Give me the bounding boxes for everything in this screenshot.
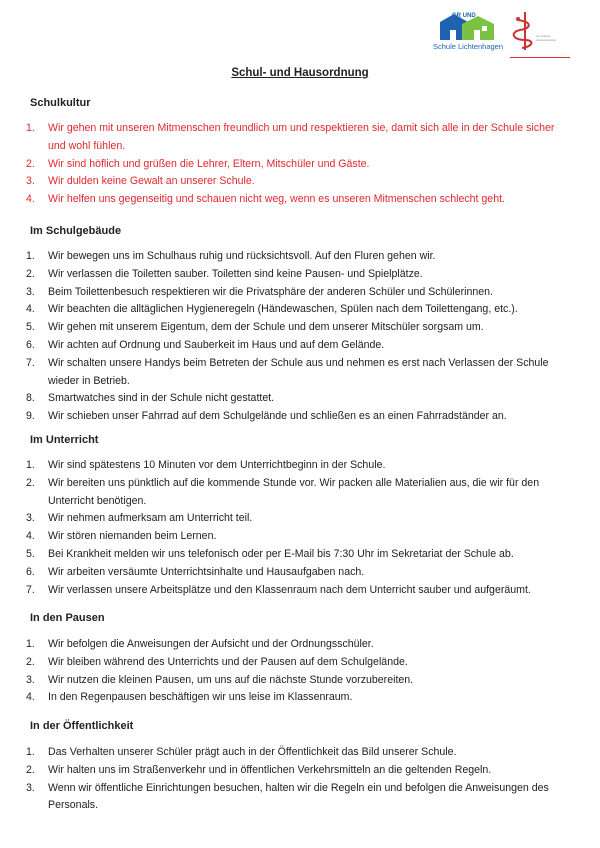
list-item: 2. Wir halten uns im Straßenverkehr und in öffentlichen Verkehrsmitteln an die geltenden Regeln. [26,763,492,776]
document-title: Schul- und Hausordnung [231,67,369,79]
section-heading-schulgebaeude: Im Schulgebäude [30,225,122,237]
list-item: 4. Wir stören niemanden beim Lernen. [26,530,217,543]
list-item: 2. Wir verlassen die Toiletten sauber. Toiletten sind keine Pausen- und Spielplätze. [26,267,423,280]
school-logo [432,10,504,56]
list-item: 8. Smartwatches sind in der Schule nicht gestattet. [26,392,275,405]
list-schulkultur [26,120,571,209]
list-item: 6. Wir achten auf Ordnung und Sauberkeit im Haus und auf dem Gelände. [26,338,385,351]
list-schulgebaeude [26,248,571,426]
list-item: 7. Wir schalten unsere Handys beim Betreten der Schule aus und nehmen es erst nach Verlassen der Schule wieder in Betrieb. [26,356,549,387]
list-item: 1. Wir befolgen die Anweisungen der Aufsicht und der Ordnungsschüler. [26,638,374,650]
list-item: 4. Wir beachten die alltäglichen Hygieneregeln (Händewaschen, Spülen nach dem Toilettengang, etc.). [26,303,518,316]
list-item: 3. Wir nutzen die kleinen Pausen, um uns auf die nächste Stunde vorzubereiten. [26,673,414,686]
list-pausen [26,636,571,707]
list-item: 5. Bei Krankheit melden wir uns telefonisch oder per E-Mail bis 7:30 Uhr im Sekretariat der Schule ab. [26,547,514,560]
list-item: 2. Wir bereiten uns pünktlich auf die kommende Stunde vor. Wir packen alle Materialien aus, die wir für den Unterricht benötigen. [26,476,540,507]
list-item: 3. Wir dulden keine Gewalt an unserer Schule. [26,175,255,188]
logo-divider [510,57,570,58]
school-logo-label: Schule Lichtenhagen [432,42,504,51]
list-item: 1. Wir gehen mit unseren Mitmenschen freundlich um und respektieren sie, damit sich alle in der Schule sicher und wohl fühlen. [26,122,555,152]
list-item: 5. Wir gehen mit unserem Eigentum, dem der Schule und dem unserer Mitschüler sorgsam um. [26,321,484,334]
list-item: 7. Wir verlassen unsere Arbeitsplätze und den Klassenraum nach dem Unterricht sauber und aufgeräumt. [26,583,531,596]
list-unterricht [26,457,571,599]
list-item: 9. Wir schieben unser Fahrrad auf dem Schulgelände und schließen es an einen Fahrradständer an. [26,410,507,423]
section-heading-oeffentlichkeit: In der Öffentlichkeit [30,720,134,732]
list-item: 3. Wir nehmen aufmerksam am Unterricht teil. [26,512,253,525]
list-item: 3. Beim Toilettenbesuch respektieren wir die Privatsphäre der anderen Schüler und Schülerinnen. [26,285,493,298]
staff-snake-icon [510,10,540,52]
list-item: 2. Wir sind höflich und grüßen die Lehrer, Eltern, Mitschüler und Gäste. [26,157,370,170]
list-oeffentlichkeit [26,744,571,815]
school-logo-tag: GR UND [452,13,476,19]
list-item: 4. In den Regenpausen beschäftigen wir uns leise im Klassenraum. [26,691,353,704]
list-item: 3. Wenn wir öffentliche Einrichtungen besuchen, halten wir die Regeln ein und befolgen die Anweisungen des Personals. [26,781,549,812]
list-item: 1. Wir sind spätestens 10 Minuten vor dem Unterrichtbeginn in der Schule. [26,459,386,471]
section-heading-unterricht: Im Unterricht [30,434,99,446]
list-item: 4. Wir helfen uns gegenseitig und schauen nicht weg, wenn es unseren Mitmenschen schlecht geht. [26,193,505,206]
health-partner-text: ▭ ▭▭▭ ▭▭▭▭▭▭ [536,34,557,43]
header-logos [432,10,572,60]
section-heading-schulkultur: Schulkultur [30,97,91,109]
list-item: 6. Wir arbeiten versäumte Unterrichtsinhalte und Hausaufgaben nach. [26,565,365,578]
health-partner-logo [510,10,562,58]
list-item: 1. Das Verhalten unserer Schüler prägt auch in der Öffentlichkeit das Bild unserer Schule. [26,746,457,758]
list-item: 1. Wir bewegen uns im Schulhaus ruhig und rücksichtsvoll. Auf den Fluren gehen wir. [26,250,436,262]
list-item: 2. Wir bleiben während des Unterrichts und der Pausen auf dem Schulgelände. [26,655,408,668]
section-heading-pausen: In den Pausen [30,612,105,624]
